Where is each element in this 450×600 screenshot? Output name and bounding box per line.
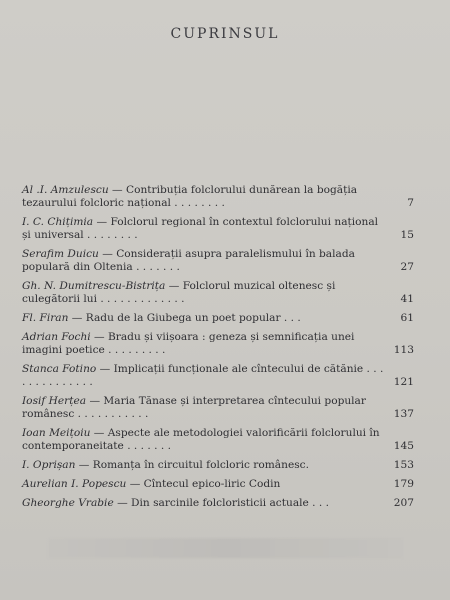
entry-title: — Cîntecul epico-liric Codin [126, 478, 281, 490]
entry-text [22, 331, 384, 357]
entry-title: — Bradu și viișoara : geneza și semnificația unei imagini poetice . . . . . . . . . [22, 331, 355, 356]
entry-page-number: 61 [400, 312, 414, 324]
entry-title: — Maria Tănase și interpretarea cîntecului popular românesc . . . . . . . . . . . [22, 395, 366, 420]
entry-author: Al .I. Amzulescu [22, 184, 109, 196]
entry-author: Aurelian I. Popescu [22, 478, 127, 490]
toc-entry [22, 248, 414, 274]
toc-entry [22, 216, 414, 242]
entry-title: — Contribuția folclorului dunărean la bogăția tezaurului folcloric național . . . . . . . . [22, 184, 358, 209]
entry-author: Gheorghe Vrabie [22, 497, 114, 509]
entry-page-number: 207 [393, 497, 414, 509]
entry-author: Gh. N. Dumitrescu-Bistrița [22, 280, 166, 292]
entry-author: Fl. Firan [22, 312, 69, 324]
entry-page-number: 15 [400, 229, 414, 241]
toc-entry [22, 395, 414, 421]
entry-author: I. Oprișan [22, 459, 76, 471]
toc-entry [22, 427, 414, 453]
entry-author: Serafim Duicu [22, 248, 99, 260]
toc-entry [22, 478, 414, 491]
entry-page-number: 137 [393, 408, 414, 420]
entry-author: Stanca Fotino [22, 363, 97, 375]
entry-page-number: 27 [400, 261, 414, 273]
entry-page-number: 41 [400, 293, 414, 305]
entry-page-number: 153 [393, 459, 414, 471]
entry-text [22, 363, 384, 389]
entry-text [22, 184, 384, 210]
entry-author: Adrian Fochi [22, 331, 91, 343]
toc-entry [22, 280, 414, 306]
toc-entry [22, 363, 414, 389]
entry-page-number: 113 [393, 344, 414, 356]
faded-text-band [48, 538, 403, 558]
entry-text [22, 478, 384, 491]
entry-title: — Radu de la Giubega un poet popular . . . [68, 312, 301, 324]
entry-text [22, 312, 384, 325]
toc-entry [22, 312, 414, 325]
entry-author: I. C. Chițimia [22, 216, 94, 228]
entry-text [22, 497, 384, 510]
toc-entry [22, 459, 414, 472]
entry-text [22, 280, 384, 306]
entry-title: — Folclorul regional în contextul folclorului național și universal . . . . . . . . [22, 216, 379, 241]
entry-text [22, 395, 384, 421]
entry-page-number: 179 [393, 478, 414, 490]
entry-author: Iosif Herțea [22, 395, 87, 407]
entry-text [22, 216, 384, 242]
entry-title: — Folclorul muzical oltenesc și culegătorii lui . . . . . . . . . . . . . [22, 280, 336, 305]
entry-author: Ioan Meițoiu [22, 427, 91, 439]
entry-page-number: 145 [393, 440, 414, 452]
entry-page-number: 7 [407, 197, 414, 209]
entry-title: — Considerații asupra paralelismului în balada populară din Oltenia . . . . . . . [22, 248, 355, 273]
entry-title: — Romanța în circuitul folcloric românesc. [75, 459, 309, 471]
entry-page-number: 121 [393, 376, 414, 388]
entry-title: — Din sarcinile folcloristicii actuale . . . [113, 497, 329, 509]
entry-title: — Implicații funcționale ale cîntecului de cătănie . . . . . . . . . . . . . . [22, 363, 384, 388]
toc-entry [22, 184, 414, 210]
entry-title: — Aspecte ale metodologiei valorificării folclorului în contemporaneitate . . . . . . . [22, 427, 380, 452]
entry-text [22, 427, 384, 453]
entry-text [22, 248, 384, 274]
toc-entry [22, 331, 414, 357]
table-of-contents [22, 184, 414, 516]
page-title: CUPRINSUL [170, 26, 280, 42]
entry-text [22, 459, 384, 472]
toc-entry [22, 497, 414, 510]
